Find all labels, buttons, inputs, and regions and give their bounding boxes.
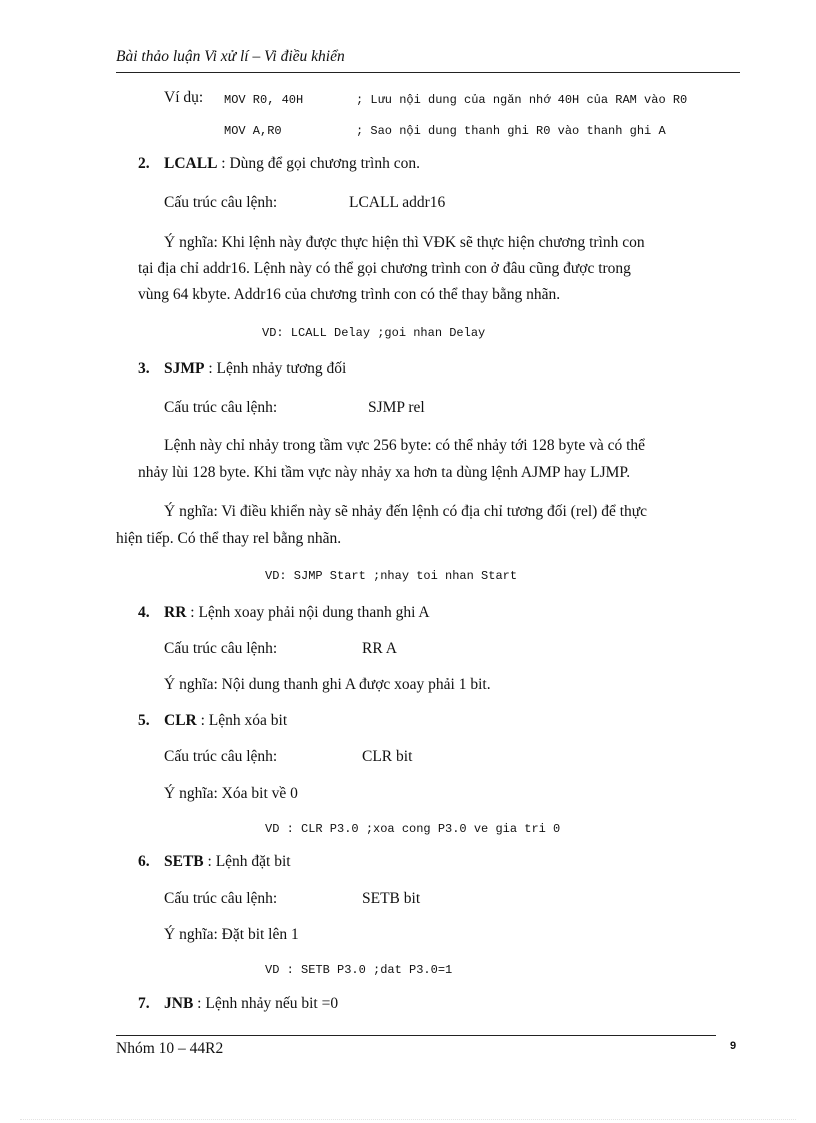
meaning-line: Ý nghĩa: Nội dung thanh ghi A được xoay phải 1 bit.: [164, 676, 491, 693]
description-line: nhảy lùi 128 byte. Khi tầm vực này nhảy xa hơn ta dùng lệnh AJMP hay LJMP.: [138, 464, 631, 481]
section-title-text: : Dùng để gọi chương trình con.: [217, 155, 420, 172]
syntax-value: RR A: [362, 640, 397, 657]
section-number: 2.: [138, 155, 150, 172]
running-header: Bài thảo luận Vi xử lí – Vi điều khiển: [116, 48, 345, 65]
syntax-label: Cấu trúc câu lệnh:: [164, 748, 278, 765]
section-number: 5.: [138, 712, 150, 729]
section-title-text: : Lệnh đặt bit: [203, 853, 291, 870]
meaning-line: tại địa chỉ addr16. Lệnh này có thể gọi chương trình con ở đâu cũng được trong: [138, 260, 631, 277]
meaning-line: Ý nghĩa: Xóa bit về 0: [164, 785, 298, 802]
section-number: 3.: [138, 360, 150, 377]
instruction-name: JNB: [164, 995, 194, 1012]
section-title-rr: [164, 604, 430, 622]
instruction-name: RR: [164, 604, 187, 621]
meaning-line: hiện tiếp. Có thể thay rel bằng nhãn.: [116, 530, 342, 547]
section-title-text: : Lệnh nhảy tương đối: [204, 360, 347, 377]
description-line: Lệnh này chỉ nhảy trong tầm vực 256 byte: có thể nhảy tới 128 byte và có thể: [164, 437, 646, 454]
instruction-name: SJMP: [164, 360, 205, 377]
section-number: 7.: [138, 995, 150, 1012]
syntax-label: Cấu trúc câu lệnh:: [164, 890, 278, 907]
instruction-name: CLR: [164, 712, 197, 729]
page-bottom-edge: [20, 1119, 796, 1120]
example-mov-comment-2: ; Sao nội dung thanh ghi R0 vào thanh ghi A: [356, 124, 666, 138]
footer-group: Nhóm 10 – 44R2: [116, 1040, 224, 1057]
section-title-clr: [164, 712, 287, 730]
section-title-sjmp: [164, 360, 346, 378]
example-code: VD: LCALL Delay ;goi nhan Delay: [262, 326, 486, 340]
instruction-name: SETB: [164, 853, 204, 870]
example-code: VD: SJMP Start ;nhay toi nhan Start: [265, 569, 518, 583]
example-label: Ví dụ:: [164, 89, 204, 106]
example-mov-code-1: MOV R0, 40H: [224, 93, 304, 107]
footer-rule: [116, 1035, 716, 1036]
meaning-line: Ý nghĩa: Vi điều khiển này sẽ nhảy đến lệnh có địa chỉ tương đối (rel) để thực: [164, 503, 648, 520]
meaning-line: Ý nghĩa: Đặt bit lên 1: [164, 926, 299, 943]
meaning-line: Ý nghĩa: Khi lệnh này được thực hiện thì VĐK sẽ thực hiện chương trình con: [164, 234, 645, 251]
section-title-setb: [164, 853, 291, 871]
section-number: 4.: [138, 604, 150, 621]
section-title-text: : Lệnh xoay phải nội dung thanh ghi A: [186, 604, 430, 621]
section-title-lcall: [164, 155, 420, 173]
section-title-text: : Lệnh xóa bit: [196, 712, 288, 729]
section-number: 6.: [138, 853, 150, 870]
section-title-text: : Lệnh nhảy nếu bit =0: [193, 995, 339, 1012]
syntax-value: LCALL addr16: [349, 194, 446, 211]
syntax-value: CLR bit: [362, 748, 413, 765]
page-number: 9: [730, 1040, 737, 1052]
meaning-line: vùng 64 kbyte. Addr16 của chương trình con có thể thay bằng nhãn.: [138, 286, 561, 303]
syntax-value: SETB bit: [362, 890, 421, 907]
header-rule: [116, 72, 740, 73]
syntax-label: Cấu trúc câu lệnh:: [164, 640, 278, 657]
syntax-label: Cấu trúc câu lệnh:: [164, 194, 278, 211]
instruction-name: LCALL: [164, 155, 218, 172]
example-code: VD : CLR P3.0 ;xoa cong P3.0 ve gia tri 0: [265, 822, 561, 836]
example-code: VD : SETB P3.0 ;dat P3.0=1: [265, 963, 453, 977]
example-mov-code-2: MOV A,R0: [224, 124, 282, 138]
example-mov-comment-1: ; Lưu nội dung của ngăn nhớ 40H của RAM vào R0: [356, 93, 688, 107]
syntax-value: SJMP rel: [368, 399, 425, 416]
section-title-jnb: [164, 995, 338, 1013]
syntax-label: Cấu trúc câu lệnh:: [164, 399, 278, 416]
